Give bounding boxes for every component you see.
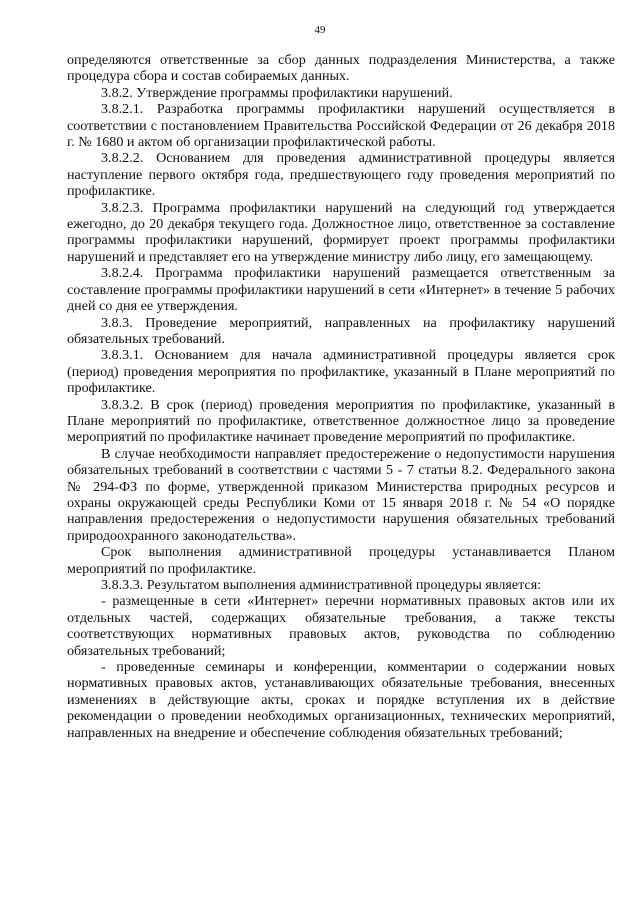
list-item-result-seminars: - проведенные семинары и конференции, комментарии о содержании новых нормативных правовых актов, устанавливающих обязательные требования, внесенных изменениях в действующие акты, сроках и порядке вступления их в действие рекомендации о проведении необходимых организационных, технических мероприятий, направленных на внедрение и обеспечение соблюдения обязательных требований; (67, 659, 615, 741)
paragraph-3-8-2-2: 3.8.2.2. Основанием для проведения административной процедуры является наступление первого октября года, предшествующего году проведения мероприятий по профилактике. (67, 150, 615, 200)
paragraph-3-8-3-3: 3.8.3.3. Результатом выполнения административной процедуры является: (101, 577, 542, 593)
paragraph-3-8-3-1: 3.8.3.1. Основанием для начала административной процедуры является срок (период) проведения мероприятия по профилактике, указанный в Плане мероприятий по профилактике. (67, 347, 615, 397)
section-heading-3-8-2: 3.8.2. Утверждение программы профилактики нарушений. (101, 84, 453, 101)
page-number: 49 (314, 24, 326, 36)
paragraph-continuation: определяются ответственные за сбор данных подразделения Министерства, а также процедура сбора и состав собираемых данных. (67, 52, 615, 85)
paragraph-deadline: Срок выполнения административной процедуры устанавливается Планом мероприятий по профилактике. (67, 544, 615, 577)
paragraph-3-8-2-4: 3.8.2.4. Программа профилактики нарушений размещается ответственным за составление программы профилактики нарушений в сети «Интернет» в течение 5 рабочих дней со дня ее утверждения. (67, 265, 615, 315)
section-heading-3-8-3: 3.8.3. Проведение мероприятий, направленных на профилактику нарушений обязательных требований. (67, 314, 615, 347)
document-body (67, 52, 615, 741)
paragraph-3-8-2-1: 3.8.2.1. Разработка программы профилактики нарушений осуществляется в соответствии с постановлением Правительства Российской Федерации от 26 декабря 2018 г. № 1680 и актом об организации профилактической работы. (67, 101, 615, 151)
paragraph-3-8-3-2: 3.8.3.2. В срок (период) проведения мероприятия по профилактике, указанный в Плане мероприятий по профилактике, ответственное должностное лицо за проведение мероприятий по профилактике начинает проведение мероприятий по профилактике. (67, 396, 615, 446)
paragraph-warning: В случае необходимости направляет предостережение о недопустимости нарушения обязательных требований в соответствии с частями 5 - 7 статьи 8.2. Федерального закона № 294-ФЗ по форме, утвержденной приказом Министерства природных ресурсов и охраны окружающей среды Республики Коми от 15 января 2018 г. № 54 «О порядке направления предостережения о недопустимости нарушения обязательных требований природоохранного законодательства». (67, 445, 615, 544)
paragraph-3-8-2-3: 3.8.2.3. Программа профилактики нарушений на следующий год утверждается ежегодно, до 20 декабря текущего года. Должностное лицо, ответственное за составление программы профилактики нарушений, формирует проект программы профилактики нарушений и представляет его на утверждение министру либо лицу, его замещающему. (67, 199, 615, 265)
list-item-result-internet: - размещенные в сети «Интернет» перечни нормативных правовых актов или их отдельных частей, содержащих обязательные требования, а также тексты соответствующих нормативных правовых актов, руководства по соблюдению обязательных требований; (67, 593, 615, 659)
